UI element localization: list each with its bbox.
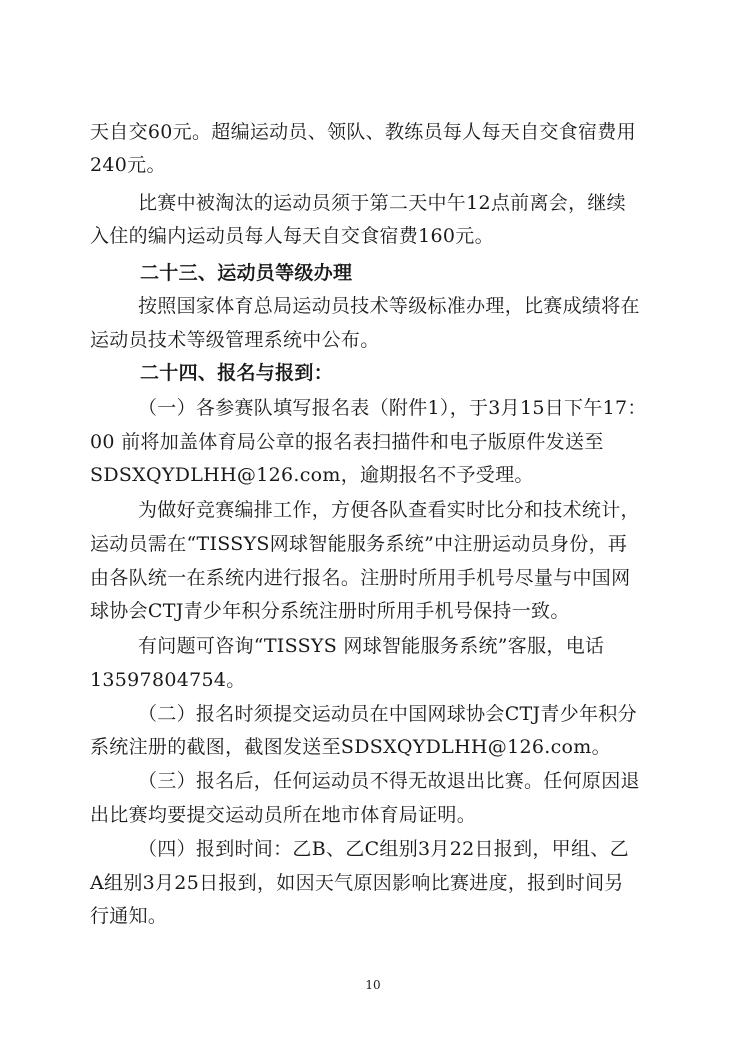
paragraph-line: 240元。 — [90, 154, 166, 176]
paragraph-line: （一）各参赛队填写报名表（附件1），于3月15日下午17： — [138, 397, 647, 419]
paragraph-line: 13597804754。 — [90, 669, 246, 691]
paragraph-line: 运动员技术等级管理系统中公布。 — [90, 329, 380, 351]
paragraph-line: 出比赛均要提交运动员所在地市体育局证明。 — [90, 804, 477, 826]
paragraph-line: 为做好竞赛编排工作，方便各队查看实时比分和技术统计， — [138, 499, 640, 521]
paragraph-line: SDSXQYDLHH@126.com，逾期报名不予受理。 — [90, 464, 534, 486]
paragraph-line: 系统注册的截图，截图发送至SDSXQYDLHH@126.com。 — [90, 736, 611, 758]
paragraph-line: （二）报名时须提交运动员在中国网球协会CTJ青少年积分 — [138, 703, 637, 725]
paragraph-line: 有问题可咨询“TISSYS 网球智能服务系统”客服，电话 — [138, 635, 605, 657]
paragraph-line: 入住的编内运动员每人每天自交食宿费160元。 — [90, 225, 494, 247]
section-heading: 二十四、报名与报到： — [140, 362, 334, 384]
paragraph-line: 由各队统一在系统内进行报名。注册时所用手机号尽量与中国网 — [90, 567, 631, 589]
paragraph-line: A组别3月25日报到，如因天气原因影响比赛进度，报到时间另 — [90, 872, 624, 894]
paragraph-line: 天自交60元。超编运动员、领队、教练员每人每天自交食宿费用 — [90, 121, 636, 143]
paragraph-line: 球协会CTJ青少年积分系统注册时所用手机号保持一致。 — [90, 600, 570, 622]
paragraph-line: 按照国家体育总局运动员技术等级标准办理，比赛成绩将在 — [138, 295, 640, 317]
paragraph-line: （四）报到时间：乙B、乙C组别3月22日报到，甲组、乙 — [138, 838, 629, 860]
paragraph-line: 运动员需在“TISSYS网球智能服务系统”中注册运动员身份，再 — [90, 533, 628, 555]
page-number: 10 — [365, 978, 381, 992]
paragraph-line: 比赛中被淘汰的运动员须于第二天中午12点前离会，继续 — [138, 192, 626, 214]
paragraph-line: 00 前将加盖体育局公章的报名表扫描件和电子版原件发送至 — [90, 431, 604, 453]
paragraph-line: 行通知。 — [90, 905, 168, 927]
section-heading: 二十三、运动员等级办理 — [140, 262, 353, 284]
paragraph-line: （三）报名后，任何运动员不得无故退出比赛。任何原因退 — [138, 770, 640, 792]
